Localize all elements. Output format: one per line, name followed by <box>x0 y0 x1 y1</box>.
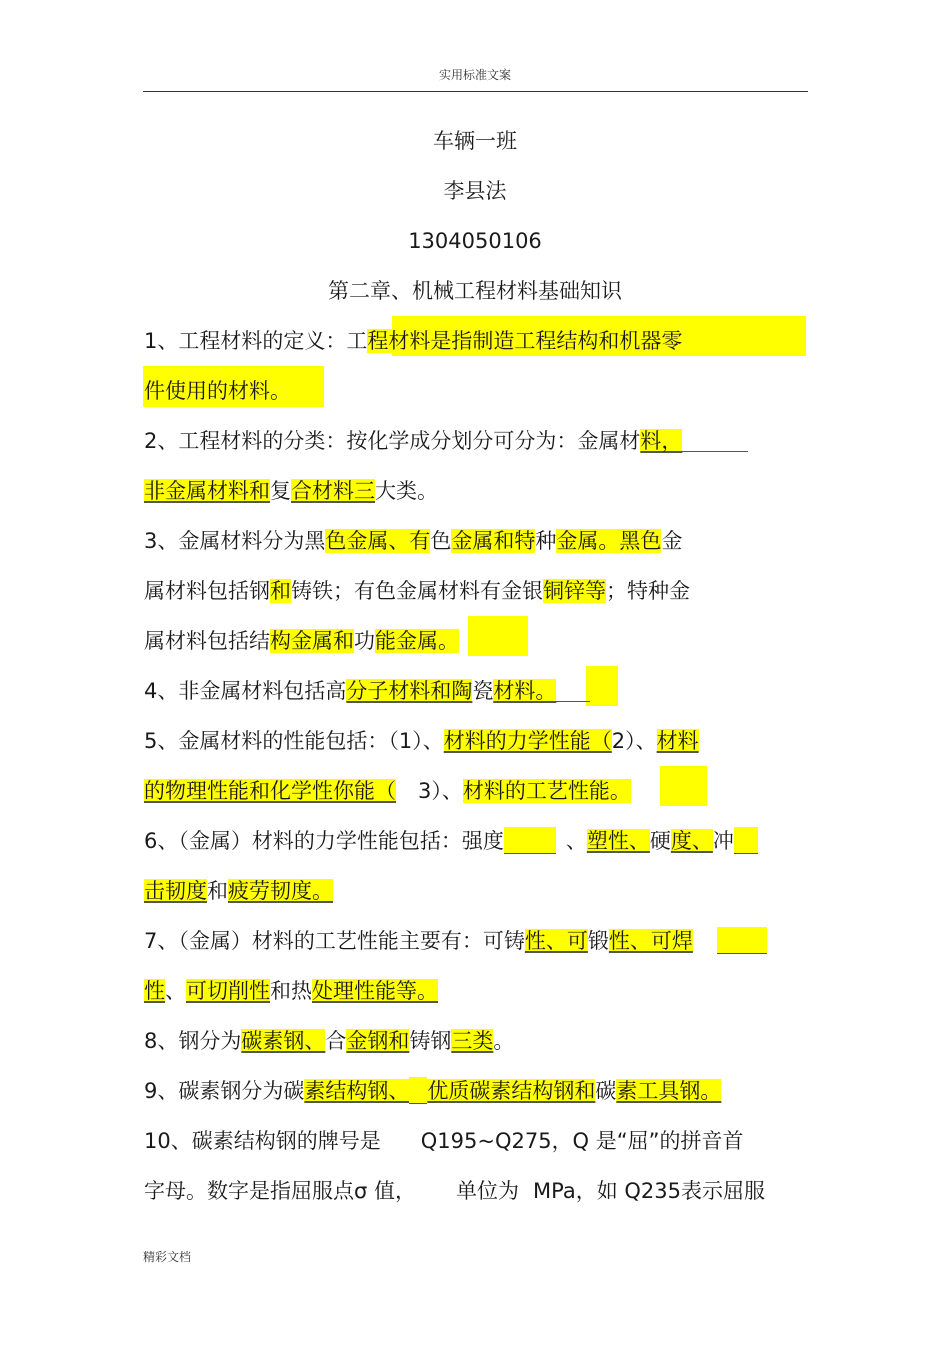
page-footer: 精彩文档 <box>143 1250 192 1264</box>
item-6-text: 、 <box>565 829 587 853</box>
item-8-answer: 三类 <box>451 1029 494 1053</box>
item-9-answer: 优质碳素结构钢和 <box>427 1079 596 1103</box>
item-9-answer: 素工具钢。 <box>616 1079 722 1103</box>
item-4-line-1 <box>144 676 814 706</box>
item-3-text: 功 <box>354 629 375 653</box>
item-8-text: 。 <box>493 1029 515 1053</box>
blank-line <box>556 679 590 702</box>
item-6-answer: 塑性、 <box>586 829 650 853</box>
item-10-text: ，如 Q235表示屈服 <box>575 1179 765 1203</box>
item-6-text: 冲 <box>712 829 734 853</box>
student-id: 1304050106 <box>408 229 542 253</box>
item-7-text: 锻 <box>587 929 609 953</box>
blank-line <box>409 1077 427 1104</box>
item-3-text: 3、金属材料分为黑 <box>144 529 326 553</box>
item-8-text: 8、钢分为 <box>144 1029 242 1053</box>
item-4-text: 4、非金属材料包括高 <box>144 679 347 703</box>
item-2-text: 大类。 <box>375 479 438 503</box>
item-3-answer: 色金属、有 <box>325 529 431 553</box>
item-7-text: 、 <box>165 979 186 1003</box>
item-9-answer: 素结构钢、 <box>304 1079 410 1103</box>
item-6-answer: 击韧度 <box>144 879 207 903</box>
item-10-line-2 <box>144 1176 814 1206</box>
item-3-text: 金 <box>661 529 683 553</box>
item-3-text: 种 <box>535 529 557 553</box>
item-2-answer: 料， <box>640 429 683 453</box>
item-7-text: 和 <box>270 979 291 1003</box>
item-1-answer: 程材料是指制造工程结构和机器零 <box>367 329 683 353</box>
item-5-line-1 <box>144 726 814 756</box>
item-5-line-2 <box>144 776 814 806</box>
item-4-text: 瓷 <box>472 679 494 703</box>
item-5-answer: 材料的力学性能（ <box>443 729 612 753</box>
item-3-line-1 <box>144 526 814 556</box>
item-2-text: 复 <box>270 479 291 503</box>
item-10-text: 10、碳素结构钢的牌号是 <box>144 1129 381 1153</box>
item-8-text: 铸钢 <box>409 1029 452 1053</box>
item-10-unit: MPa <box>532 1179 576 1203</box>
item-7-line-1 <box>144 926 814 956</box>
item-6-text: 硬 <box>649 829 671 853</box>
item-7-answer: 处理性能等。 <box>312 979 438 1003</box>
blank-line <box>717 927 767 954</box>
item-3-answer: 构金属和 <box>270 629 354 653</box>
blank-line <box>504 827 556 854</box>
item-2-line-1 <box>144 426 814 456</box>
item-7-text: 7、（金属）材料的工艺性能主要有：可铸 <box>144 929 525 953</box>
item-8-line-1 <box>144 1026 814 1056</box>
item-7-answer: 性、可 <box>524 929 588 953</box>
header-rule <box>143 91 808 92</box>
item-1-line-2 <box>144 376 814 406</box>
item-7-answer: 可切削性 <box>186 979 270 1003</box>
item-3-answer: 和 <box>270 579 291 603</box>
item-6-answer: 度、 <box>670 829 713 853</box>
item-5-answer: 材料 <box>656 729 699 753</box>
item-3-answer: 金属。黑色 <box>556 529 662 553</box>
item-5-text: 3）、 <box>418 779 463 803</box>
item-3-text: 色 <box>430 529 452 553</box>
item-1-answer-end: 件使用的材料。 <box>144 379 291 403</box>
item-1-line-1 <box>144 326 814 356</box>
item-6-line-1 <box>144 826 814 856</box>
item-1-text: 1、工程材料的定义：工 <box>144 329 368 353</box>
item-9-line-1 <box>144 1076 814 1106</box>
item-4-answer: 分子材料和陶 <box>346 679 473 703</box>
item-10-text: ，Q 是“屈”的拼音首 <box>551 1129 744 1153</box>
item-7-text: 热 <box>291 979 312 1003</box>
item-5-answer: 的物理性能和化学性你能（ <box>144 779 396 803</box>
page-header: 实用标准文案 <box>438 68 511 82</box>
item-3-answer: 铜锌等 <box>543 579 606 603</box>
item-3-text: 属材料包括钢 <box>144 579 270 603</box>
item-2-line-2 <box>144 476 814 506</box>
blank-line <box>682 429 748 452</box>
item-7-line-2 <box>144 976 814 1006</box>
item-3-line-3 <box>144 626 814 656</box>
item-10-grade: Q195~Q275 <box>420 1129 552 1153</box>
item-4-answer: 材料。 <box>493 679 557 703</box>
item-2-answer: 合材料三 <box>291 479 375 503</box>
item-10-text: 字母。数字是指屈服点σ 值， <box>144 1179 416 1203</box>
student-name: 李县法 <box>443 179 507 203</box>
item-8-answer: 金钢和 <box>346 1029 410 1053</box>
item-2-answer: 非金属材料和 <box>144 479 270 503</box>
chapter-title: 第二章、机械工程材料基础知识 <box>328 279 622 303</box>
item-7-answer: 性 <box>144 979 165 1003</box>
item-9-text: 9、碳素钢分为碳 <box>144 1079 305 1103</box>
item-6-line-2 <box>144 876 814 906</box>
item-3-answer: 金属和特 <box>451 529 536 553</box>
item-5-text: 5、金属材料的性能包括：（1）、 <box>144 729 444 753</box>
item-8-answer: 碳素钢、 <box>241 1029 326 1053</box>
item-9-text: 碳 <box>595 1079 617 1103</box>
item-8-text: 合 <box>325 1029 347 1053</box>
item-2-text: 2、工程材料的分类：按化学成分划分可分为：金属材 <box>144 429 641 453</box>
item-6-answer: 疲劳韧度。 <box>228 879 333 903</box>
class-name: 车辆一班 <box>433 129 517 153</box>
item-7-answer: 性、可焊 <box>608 929 693 953</box>
item-6-text: 和 <box>207 879 228 903</box>
item-5-answer: 材料的工艺性能。 <box>462 779 631 803</box>
item-3-answer: 能金属。 <box>375 629 459 653</box>
item-5-text: 2）、 <box>611 729 657 753</box>
item-10-text: 单位为 <box>455 1179 519 1203</box>
item-3-text: 属材料包括结 <box>144 629 270 653</box>
item-3-line-2 <box>144 576 814 606</box>
item-3-text: ；特种金 <box>606 579 690 603</box>
item-10-line-1 <box>144 1126 814 1156</box>
blank-line <box>734 827 758 854</box>
item-6-text: 6、（金属）材料的力学性能包括：强度 <box>144 829 504 853</box>
item-3-text: 铸铁；有色金属材料有金银 <box>291 579 543 603</box>
